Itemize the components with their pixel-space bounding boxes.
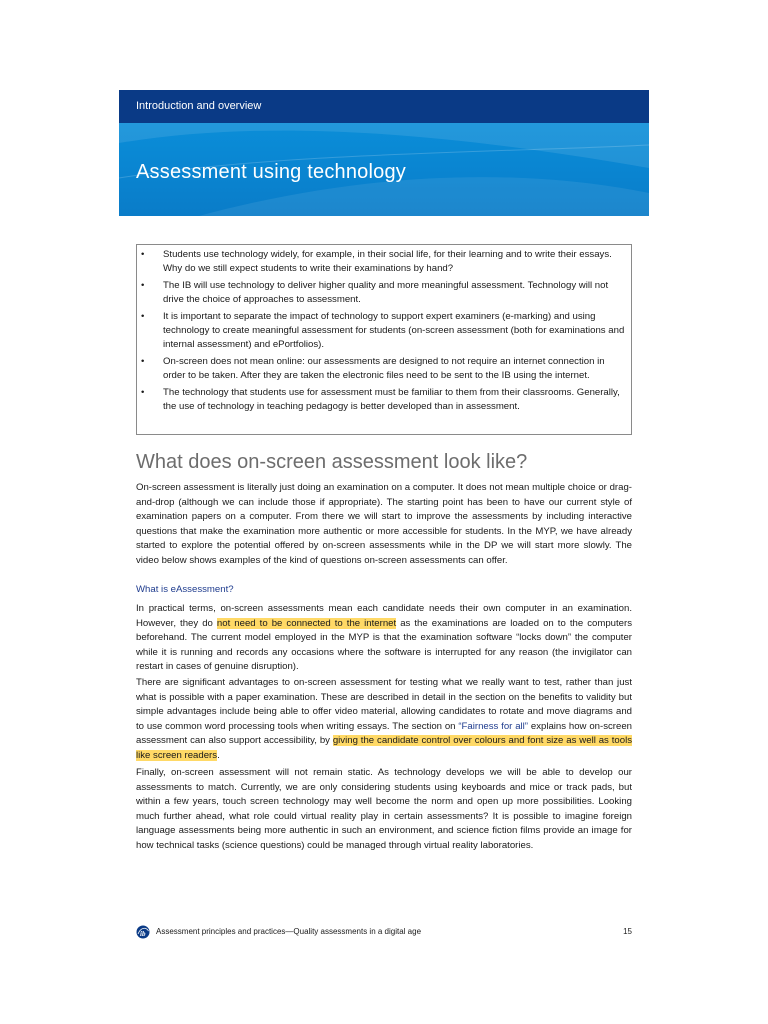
section-heading: What does on-screen assessment look like? <box>136 451 528 473</box>
paragraph-text: . <box>217 749 220 761</box>
list-item <box>137 355 627 383</box>
bullet-marker: • <box>141 280 145 291</box>
bullet-marker: • <box>141 387 145 398</box>
title-band <box>119 123 649 216</box>
video-link[interactable]: What is eAssessment? <box>136 584 234 595</box>
bullet-marker: • <box>141 356 145 367</box>
bullet-marker: • <box>141 311 145 322</box>
list-item <box>137 248 627 276</box>
paragraph-practical <box>136 602 632 675</box>
highlighted-text: giving the candidate control over colours and font size as well as tools like screen readers <box>136 735 632 761</box>
paragraph-text: as the examinations are loaded on to the computers beforehand. The current model employed in the MYP is that the examination software “locks down” the computer while it is running and records any occasions where the software is interrupted for any reason (the invigilator can restart in cases of genuine disruption). <box>136 617 632 673</box>
page-number: 15 <box>623 927 632 936</box>
paragraph-text: explains how on-screen assessment can also support accessibility, by <box>136 720 632 747</box>
footer-text: Assessment principles and practices—Quality assessments in a digital age <box>156 927 422 936</box>
fairness-link[interactable]: “Fairness for all” <box>458 720 529 732</box>
list-item-text: The IB will use technology to deliver higher quality and more meaningful assessment. Technology will not drive the choice of approaches to assessment. <box>163 280 609 305</box>
list-item-text: On-screen does not mean online: our assessments are designed to not require an internet connection in order to be taken. After they are taken the electronic files need to be sent to the IB using the internet. <box>163 356 605 381</box>
page-footer <box>136 925 632 941</box>
key-points-list <box>137 248 627 414</box>
list-item <box>137 279 627 307</box>
key-points-box <box>136 244 632 435</box>
bullet-marker: • <box>141 249 145 260</box>
highlighted-text: not need to be connected to the internet <box>216 617 397 629</box>
paragraph-intro: On-screen assessment is literally just doing an examination on a computer. It does not mean multiple choice or drag-and-drop (although we can include those if appropriate). The starting point has been to have our current style of examination papers on a computer. From there we will start to improve the assessments by including interactive questions that make the examination more authentic or more accessible for students. In the MYP, we have already started to explore the potential offered by on-screen assessments while in the DP we will start more slowly. The video below shows examples of the kind of questions on-screen assessments can offer. <box>136 482 632 566</box>
section-label: Introduction and overview <box>136 100 262 112</box>
list-item <box>137 310 627 352</box>
list-item-text: It is important to separate the impact of technology to support expert examiners (e-marking) and using technology to create meaningful assessment for students (on-screen assessment (both for examinations and internal assessment) and ePortfolios). <box>163 311 625 350</box>
page-title: Assessment using technology <box>136 161 406 183</box>
logo-text: ib <box>140 930 146 938</box>
paragraph-text: There are significant advantages to on-screen assessment for testing what we really want to test, rather than just what is possible with a paper examination. These are described in detail in the section on the benefits to validity but simple advantages include being able to offer video material, allowing candidates to rotate and move diagrams and to use common word processing tools when writing essays. The section on <box>136 677 632 732</box>
paragraph-advantages <box>136 676 632 764</box>
paragraph-future: Finally, on-screen assessment will not remain static. As technology develops we will be able to develop our assessments to match. Currently, we are only considering students using keyboards and mice or track pads, but within a few years, touch screen technology may well become the norm and open up more possibilities. Looking much further ahead, what role could virtual reality play in certain assessments? It is possible to imagine foreign language assessments being more authentic in such an environment, and science fiction films provide an image for how technical tasks (science questions) could be managed through virtual reality laboratories. <box>136 767 632 851</box>
list-item <box>137 386 627 414</box>
section-header-band <box>119 90 649 123</box>
paragraph-text: In practical terms, on-screen assessments mean each candidate needs their own computer in an examination. However, they do <box>136 603 632 629</box>
ib-logo-icon <box>136 925 150 939</box>
list-item-text: Students use technology widely, for example, in their social life, for their learning and to write their essays. Why do we still expect students to write their examinations by hand? <box>163 249 612 274</box>
list-item-text: The technology that students use for assessment must be familiar to them from their classrooms. Generally, the use of technology in teaching pedagogy is better developed than in assessment. <box>163 387 620 412</box>
